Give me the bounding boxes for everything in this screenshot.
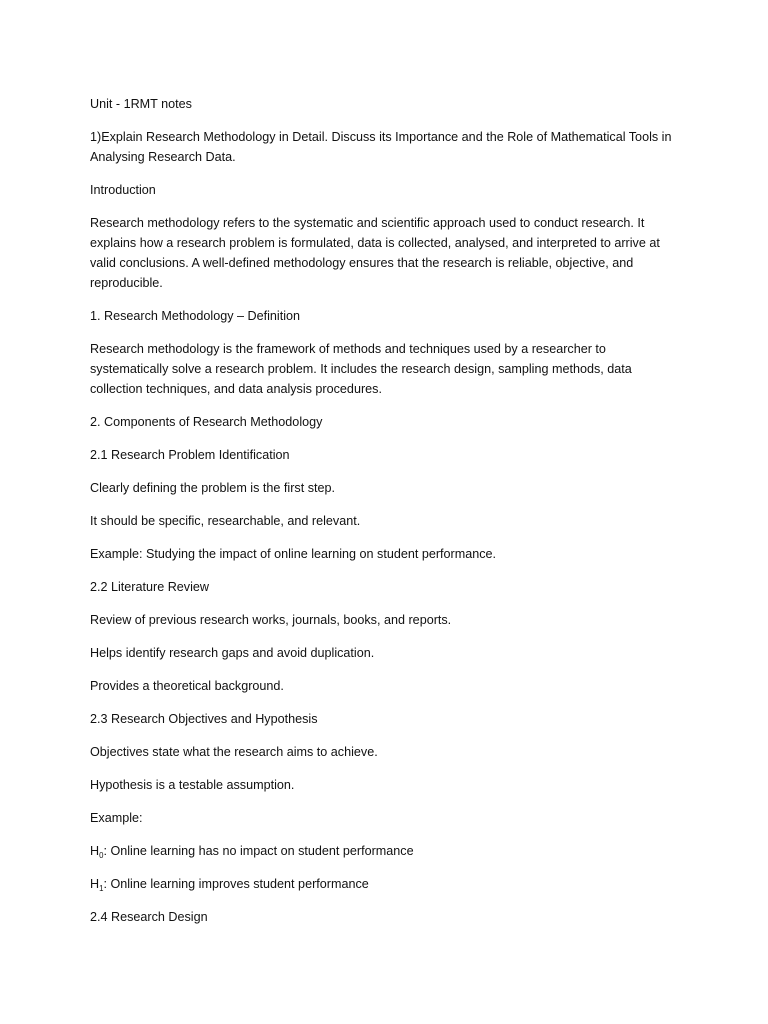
hypothesis-subscript: 1 bbox=[99, 884, 104, 893]
subsection-2-4-heading: 2.4 Research Design bbox=[90, 910, 208, 924]
section2-heading: 2. Components of Research Methodology bbox=[90, 415, 323, 429]
hypothesis-subscript: 0 bbox=[99, 851, 104, 860]
document-body bbox=[90, 94, 686, 940]
section1-heading: 1. Research Methodology – Definition bbox=[90, 309, 301, 323]
question-text: 1)Explain Research Methodology in Detail. Discuss its Importance and the Role of Mathematical Tools in Analysing Research Data. bbox=[90, 130, 672, 164]
hypothesis-text: : Online learning improves student performance bbox=[103, 877, 369, 891]
intro-heading: Introduction bbox=[90, 183, 156, 197]
hypothesis-symbol: H bbox=[90, 877, 100, 891]
list-item: Helps identify research gaps and avoid duplication. bbox=[90, 646, 375, 660]
list-item: Example: bbox=[90, 811, 143, 825]
subsection-2-3-heading: 2.3 Research Objectives and Hypothesis bbox=[90, 712, 318, 726]
document-title: Unit - 1RMT notes bbox=[90, 97, 192, 111]
intro-paragraph: Research methodology refers to the systematic and scientific approach used to conduct research. It explains how a research problem is formulated, data is collected, analysed, and interpreted to arrive at valid conclusions. A well-defined methodology ensures that the research is reliable, objective, and reproducible. bbox=[90, 216, 660, 290]
list-item: Objectives state what the research aims to achieve. bbox=[90, 745, 378, 759]
subsection-2-2-heading: 2.2 Literature Review bbox=[90, 580, 210, 594]
hypothesis-text: : Online learning has no impact on student performance bbox=[103, 844, 414, 858]
list-item: It should be specific, researchable, and relevant. bbox=[90, 514, 361, 528]
list-item: Example: Studying the impact of online learning on student performance. bbox=[90, 547, 497, 561]
null-hypothesis bbox=[90, 841, 686, 861]
hypothesis-symbol: H bbox=[90, 844, 100, 858]
list-item: Hypothesis is a testable assumption. bbox=[90, 778, 295, 792]
section1-paragraph: Research methodology is the framework of methods and techniques used by a researcher to systematically solve a research problem. It includes the research design, sampling methods, data collection techniques, and data analysis procedures. bbox=[90, 342, 632, 396]
list-item: Provides a theoretical background. bbox=[90, 679, 284, 693]
alternative-hypothesis bbox=[90, 874, 686, 894]
list-item: Review of previous research works, journals, books, and reports. bbox=[90, 613, 452, 627]
list-item: Clearly defining the problem is the first step. bbox=[90, 481, 335, 495]
subsection-2-1-heading: 2.1 Research Problem Identification bbox=[90, 448, 290, 462]
